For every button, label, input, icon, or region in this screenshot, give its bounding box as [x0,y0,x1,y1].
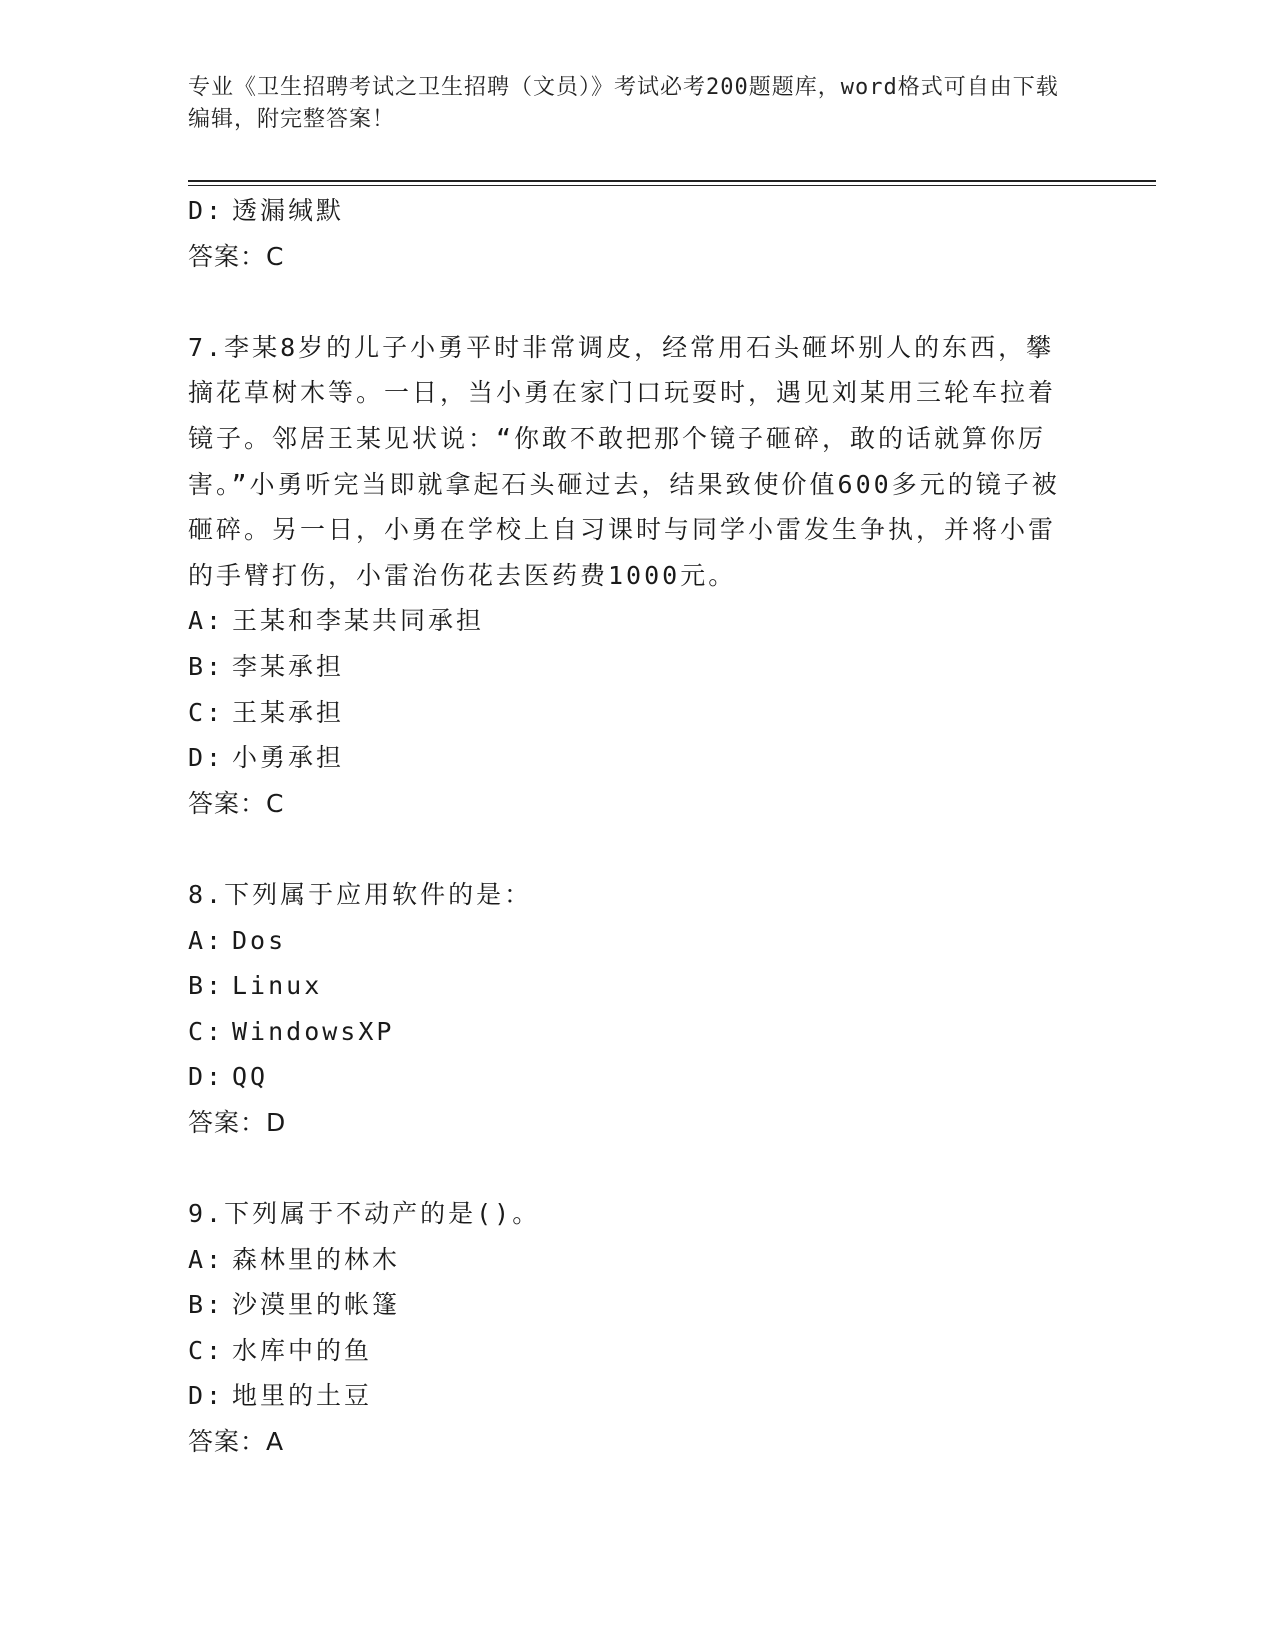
option-letter: A: [188,925,225,955]
spacer [188,1145,1068,1191]
option-text: Dos [232,925,287,955]
question-stem: 8.下列属于应用软件的是： [188,879,533,909]
option-c [188,690,1068,736]
answer: 答案：A [188,1427,285,1457]
option-d [188,735,1068,781]
option-text: 透漏缄默 [232,196,345,225]
spacer [188,279,1068,325]
option-letter: A: [188,606,225,636]
option-letter: A: [188,1244,225,1274]
option-text: 王某和李某共同承担 [232,606,485,636]
answer: 答案：D [188,1107,287,1137]
option-letter: B: [188,971,225,1001]
option-text: 水库中的鱼 [232,1335,373,1365]
option-d [188,1373,1068,1419]
option-text: WindowsXP [232,1016,395,1046]
option-a [188,598,1068,644]
option-letter: D: [188,196,225,225]
option-c [188,1328,1068,1374]
option-letter: C: [188,1335,225,1365]
option-d [188,188,1068,234]
answer: 答案：C [188,241,285,271]
question-stem: 9.下列属于不动产的是()。 [188,1199,541,1229]
option-b [188,1282,1068,1328]
option-text: 沙漠里的帐篷 [232,1290,401,1320]
document-header: 专业《卫生招聘考试之卫生招聘（文员）》考试必考200题题库，word格式可自由下载编辑，附完整答案！ [188,75,1059,132]
option-text: 小勇承担 [232,743,345,773]
header-rule-thin [188,185,1156,186]
option-a [188,1237,1068,1283]
option-c [188,1009,1068,1055]
option-text: QQ [232,1062,269,1092]
header-rule-thick [188,180,1156,182]
question-stem: 7.李某8岁的儿子小勇平时非常调皮，经常用石头砸坏别人的东西，攀摘花草树木等。一日，当小勇在家门口玩耍时，遇见刘某用三轮车拉着镜子。邻居王某见状说：“你敢不敢把那个镜子砸碎，敢的话就算你厉害。”小勇听完当即就拿起石头砸过去，结果致使价值600多元的镜子被砸碎。另一日，小勇在学校上自习课时与同学小雷发生争执，并将小雷的手臂打伤，小雷治伤花去医药费1000元。 [188,332,1060,590]
option-text: 李某承担 [232,651,345,681]
option-text: 王某承担 [232,697,345,727]
option-b [188,963,1068,1009]
option-letter: D: [188,1062,225,1092]
option-letter: C: [188,697,225,727]
option-b [188,644,1068,690]
option-letter: D: [188,743,225,773]
option-letter: B: [188,1290,225,1320]
question-list [188,188,1068,1465]
option-text: 地里的土豆 [232,1381,373,1411]
option-letter: B: [188,651,225,681]
spacer [188,826,1068,872]
option-text: Linux [232,971,323,1001]
option-letter: C: [188,1016,225,1046]
option-text: 森林里的林木 [232,1244,401,1274]
option-d [188,1054,1068,1100]
option-letter: D: [188,1381,225,1411]
option-a [188,918,1068,964]
answer: 答案：C [188,788,285,818]
